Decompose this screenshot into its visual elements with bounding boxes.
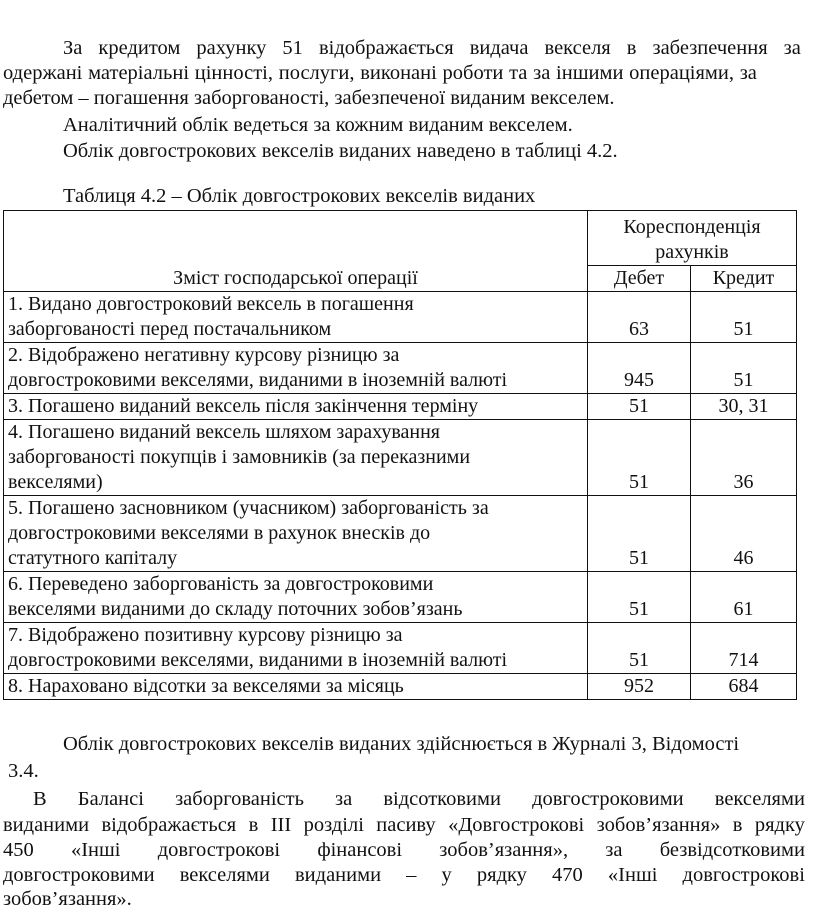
description-line: векселями) xyxy=(8,471,103,493)
credit-account: 51 xyxy=(691,343,797,394)
description-line: заборгованості покупців і замовників (за переказними xyxy=(8,446,471,468)
word: «Інші xyxy=(70,839,121,861)
description-line: 5. Погашено засновником (учасником) заборгованість за xyxy=(8,497,489,519)
word: Балансі xyxy=(77,788,144,810)
word: 450 xyxy=(3,839,34,861)
word: довгостроковими xyxy=(3,864,155,886)
operation-description xyxy=(4,623,588,674)
word: 51 xyxy=(282,37,303,59)
word: ІІІ xyxy=(270,814,292,836)
word: пасиву xyxy=(376,814,436,836)
paragraph-1-line-1 xyxy=(63,38,801,59)
paragraph-5-line-5: зобов’язання». xyxy=(3,888,132,910)
accounting-table xyxy=(3,210,797,700)
word: заборгованість xyxy=(175,788,304,810)
word: зобов’язання» xyxy=(596,814,721,836)
debit-account: 51 xyxy=(588,394,691,420)
word: «Довгострокові xyxy=(448,814,585,836)
table-row xyxy=(4,623,797,674)
column-header-credit: Кредит xyxy=(691,266,797,292)
operation-description xyxy=(4,420,588,496)
word: фінансові xyxy=(317,839,403,861)
word: рядку xyxy=(754,814,805,836)
paragraph-3: Облік довгострокових векселів виданих наведено в таблиці 4.2. xyxy=(63,140,618,162)
paragraph-5-line-1 xyxy=(33,789,805,810)
credit-account: 30, 31 xyxy=(691,394,797,420)
table-row xyxy=(4,674,797,700)
table-row xyxy=(4,496,797,572)
table-caption: Таблиця 4.2 – Облік довгострокових векселів виданих xyxy=(63,185,536,207)
paragraph-1-line-2: одержані матеріальні цінності, послуги, виконані роботи та за іншими операціями, за xyxy=(3,62,757,84)
word: за xyxy=(605,839,623,861)
column-header-correspondence xyxy=(588,211,797,266)
credit-account: 36 xyxy=(691,420,797,496)
description-line: 4. Погашено виданий вексель шляхом зарахування xyxy=(8,421,440,443)
table-row xyxy=(4,572,797,623)
word: «Інші xyxy=(607,864,658,886)
credit-account: 714 xyxy=(691,623,797,674)
credit-account: 684 xyxy=(691,674,797,700)
word: за xyxy=(335,788,353,810)
paragraph-5-line-2 xyxy=(3,815,805,836)
debit-account: 51 xyxy=(588,420,691,496)
word: забезпечення xyxy=(652,37,768,59)
description-line: 3. Погашено виданий вексель після закінчення терміну xyxy=(8,395,479,417)
operation-description xyxy=(4,674,588,700)
word: безвідсотковими xyxy=(659,839,805,861)
word: – xyxy=(406,864,417,886)
description-line: 7. Відображено позитивну курсову різницю за xyxy=(8,624,403,646)
word: за xyxy=(783,37,801,59)
description-line: 8. Нараховано відсотки за векселями за місяць xyxy=(8,675,404,697)
paragraph-2: Аналітичний облік ведеться за кожним виданим векселем. xyxy=(63,114,573,136)
paragraph-5-line-3 xyxy=(3,840,805,861)
word: в xyxy=(248,814,259,836)
table-row xyxy=(4,420,797,496)
paragraph-4-line-1: Облік довгострокових векселів виданих здійснюється в Журналі 3, Відомості xyxy=(63,733,740,755)
word: відображається xyxy=(101,814,237,836)
correspondence-line-1: Кореспонденція xyxy=(623,216,761,238)
description-line: векселями виданими до складу поточних зобов’язань xyxy=(8,598,463,620)
description-line: 2. Відображено негативну курсову різницю за xyxy=(8,344,400,366)
correspondence-line-2: рахунків xyxy=(655,241,729,263)
word: рядку xyxy=(476,864,527,886)
word: кредитом xyxy=(98,37,181,59)
word: розділі xyxy=(303,814,364,836)
word: В xyxy=(33,788,47,810)
column-header-content: Зміст господарської операції xyxy=(4,211,588,292)
column-header-debit: Дебет xyxy=(588,266,691,292)
debit-account: 51 xyxy=(588,623,691,674)
credit-account: 46 xyxy=(691,496,797,572)
description-line: довгостроковими векселями, виданими в іноземній валюті xyxy=(8,649,508,671)
description-line: статутного капіталу xyxy=(8,547,178,569)
description-line: 1. Видано довгостроковий вексель в погашення xyxy=(8,293,414,315)
table-row xyxy=(4,394,797,420)
debit-account: 63 xyxy=(588,292,691,343)
paragraph-4-line-2: 3.4. xyxy=(8,760,39,782)
paragraph-5-line-4 xyxy=(3,865,805,886)
description-line: довгостроковими векселями, виданими в іноземній валюті xyxy=(8,369,508,391)
word: векселями xyxy=(179,864,270,886)
debit-account: 51 xyxy=(588,496,691,572)
operation-description xyxy=(4,496,588,572)
word: 470 xyxy=(552,864,583,886)
debit-account: 945 xyxy=(588,343,691,394)
paragraph-1-line-3: дебетом – погашення заборгованості, забезпеченої виданим векселем. xyxy=(3,87,615,109)
word: виданими xyxy=(294,864,382,886)
table-row xyxy=(4,292,797,343)
debit-account: 51 xyxy=(588,572,691,623)
credit-account: 61 xyxy=(691,572,797,623)
word: довгострокові xyxy=(157,839,281,861)
word: в xyxy=(626,37,637,59)
word: відсотковими xyxy=(383,788,501,810)
operation-description xyxy=(4,292,588,343)
description-line: довгостроковими векселями в рахунок внесків до xyxy=(8,522,431,544)
description-line: 6. Переведено заборгованість за довгостроковими xyxy=(8,573,434,595)
description-line: заборгованості перед постачальником xyxy=(8,318,332,340)
operation-description xyxy=(4,572,588,623)
word: виданими xyxy=(3,814,90,836)
table-row xyxy=(4,343,797,394)
word: у xyxy=(441,864,452,886)
operation-description xyxy=(4,394,588,420)
word: довгострокові xyxy=(682,864,805,886)
word: рахунку xyxy=(196,37,267,59)
table-body xyxy=(4,292,797,700)
word: в xyxy=(732,814,743,836)
word: видача xyxy=(469,37,529,59)
credit-account: 51 xyxy=(691,292,797,343)
word: векселя xyxy=(544,37,611,59)
word: За xyxy=(63,37,83,59)
operation-description xyxy=(4,343,588,394)
word: векселями xyxy=(714,788,805,810)
word: зобов’язання», xyxy=(439,839,569,861)
word: довгостроковими xyxy=(532,788,684,810)
debit-account: 952 xyxy=(588,674,691,700)
word: відображається xyxy=(318,37,454,59)
